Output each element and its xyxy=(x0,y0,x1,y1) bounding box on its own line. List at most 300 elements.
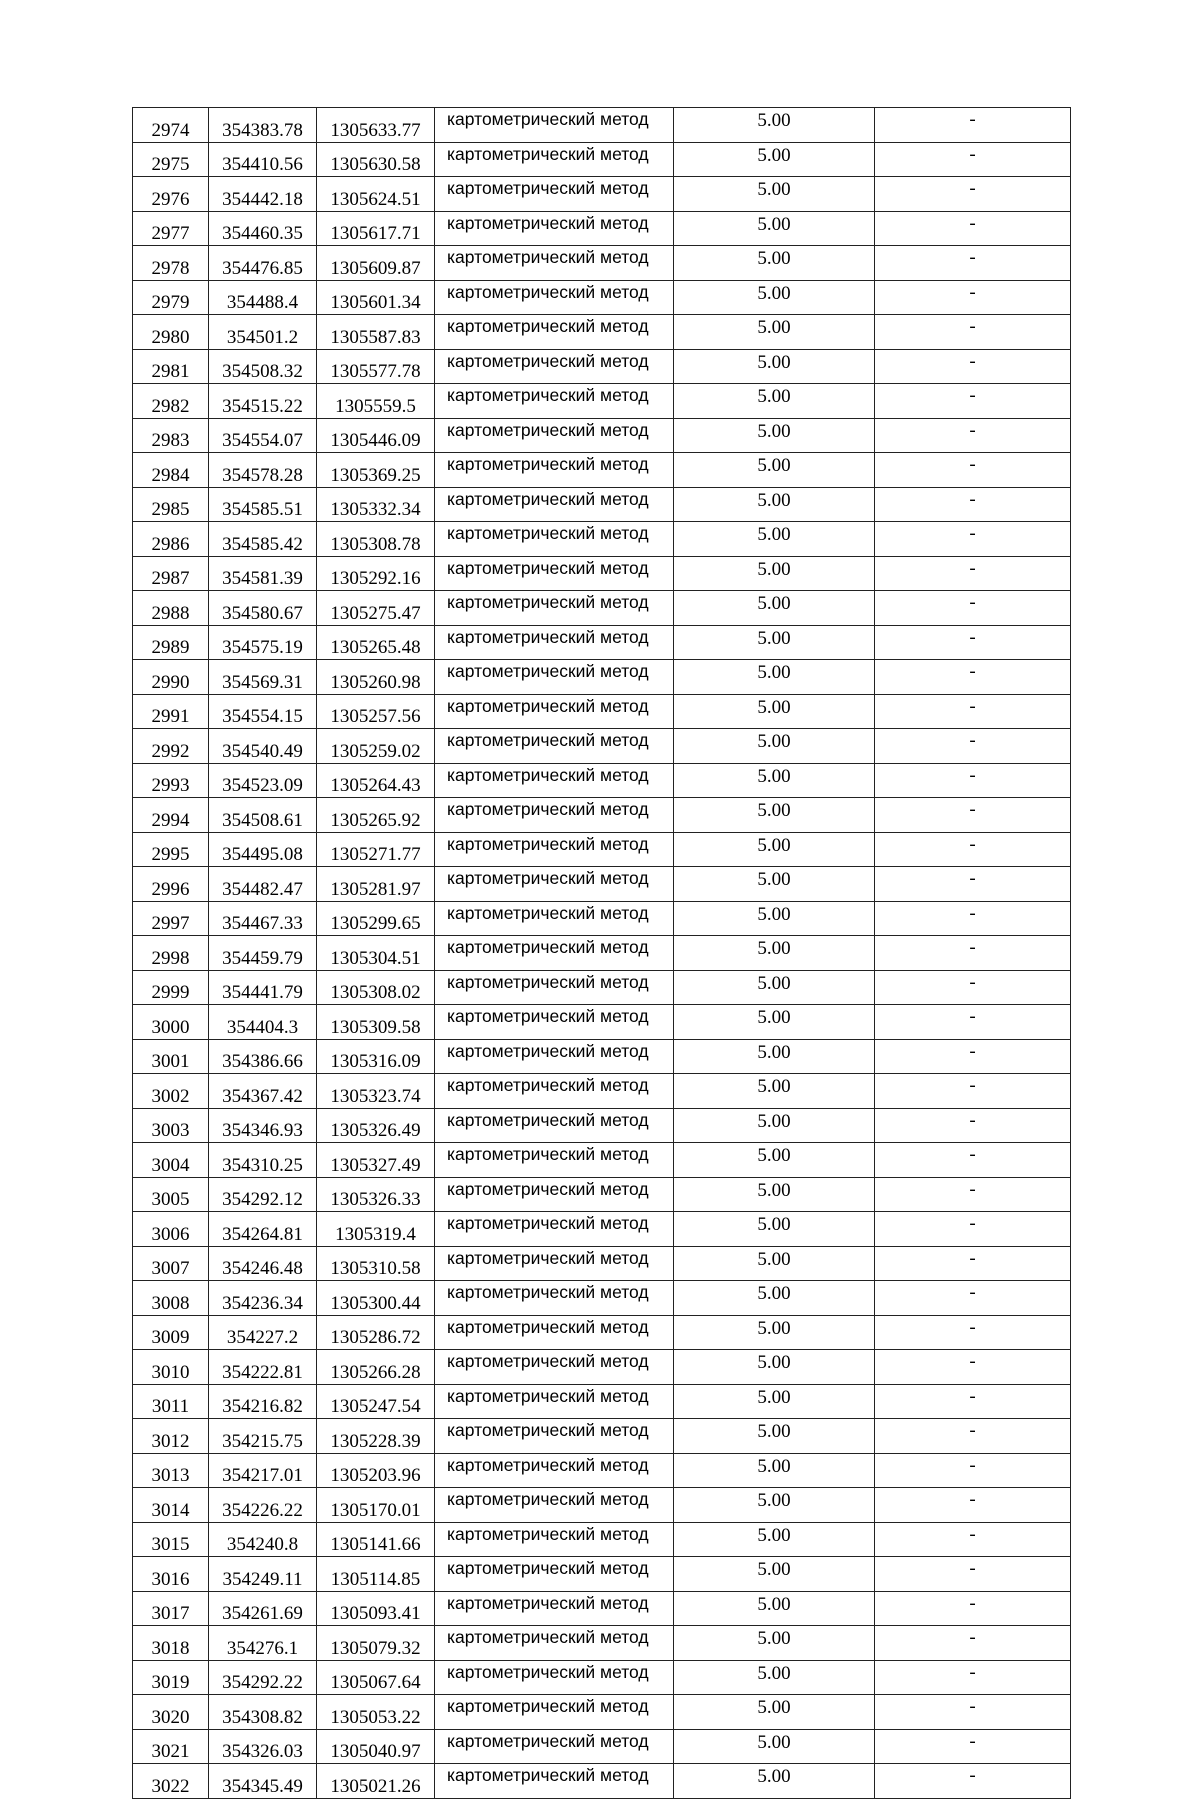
x-coordinate-cell: 354308.82 xyxy=(209,1695,317,1730)
accuracy-cell: 5.00 xyxy=(674,1246,875,1281)
point-number-cell: 3015 xyxy=(133,1522,209,1557)
point-number-cell: 3012 xyxy=(133,1419,209,1454)
table-row xyxy=(133,625,1071,660)
table-row xyxy=(133,1074,1071,1109)
note-cell: - xyxy=(875,1764,1071,1799)
method-cell: картометрический метод xyxy=(435,556,674,591)
table-row xyxy=(133,901,1071,936)
accuracy-cell: 5.00 xyxy=(674,1074,875,1109)
accuracy-cell: 5.00 xyxy=(674,1005,875,1040)
table-row xyxy=(133,832,1071,867)
y-coordinate-cell: 1305281.97 xyxy=(317,867,435,902)
y-coordinate-cell: 1305053.22 xyxy=(317,1695,435,1730)
y-coordinate-cell: 1305327.49 xyxy=(317,1143,435,1178)
table-row xyxy=(133,1453,1071,1488)
point-number-cell: 3011 xyxy=(133,1384,209,1419)
x-coordinate-cell: 354292.22 xyxy=(209,1660,317,1695)
method-cell: картометрический метод xyxy=(435,867,674,902)
x-coordinate-cell: 354495.08 xyxy=(209,832,317,867)
table-row xyxy=(133,384,1071,419)
note-cell: - xyxy=(875,349,1071,384)
table-row xyxy=(133,763,1071,798)
y-coordinate-cell: 1305265.92 xyxy=(317,798,435,833)
y-coordinate-cell: 1305304.51 xyxy=(317,936,435,971)
accuracy-cell: 5.00 xyxy=(674,1143,875,1178)
table-row xyxy=(133,349,1071,384)
method-cell: картометрический метод xyxy=(435,1591,674,1626)
y-coordinate-cell: 1305609.87 xyxy=(317,246,435,281)
method-cell: картометрический метод xyxy=(435,1419,674,1454)
y-coordinate-cell: 1305601.34 xyxy=(317,280,435,315)
accuracy-cell: 5.00 xyxy=(674,1177,875,1212)
x-coordinate-cell: 354383.78 xyxy=(209,108,317,143)
note-cell: - xyxy=(875,487,1071,522)
accuracy-cell: 5.00 xyxy=(674,1453,875,1488)
note-cell: - xyxy=(875,901,1071,936)
note-cell: - xyxy=(875,315,1071,350)
note-cell: - xyxy=(875,1453,1071,1488)
x-coordinate-cell: 354292.12 xyxy=(209,1177,317,1212)
coordinates-table-body xyxy=(133,108,1071,1799)
method-cell: картометрический метод xyxy=(435,1177,674,1212)
table-row xyxy=(133,211,1071,246)
note-cell: - xyxy=(875,418,1071,453)
x-coordinate-cell: 354476.85 xyxy=(209,246,317,281)
method-cell: картометрический метод xyxy=(435,901,674,936)
table-row xyxy=(133,1212,1071,1247)
method-cell: картометрический метод xyxy=(435,522,674,557)
x-coordinate-cell: 354249.11 xyxy=(209,1557,317,1592)
point-number-cell: 3001 xyxy=(133,1039,209,1074)
accuracy-cell: 5.00 xyxy=(674,901,875,936)
x-coordinate-cell: 354217.01 xyxy=(209,1453,317,1488)
note-cell: - xyxy=(875,1660,1071,1695)
method-cell: картометрический метод xyxy=(435,1695,674,1730)
point-number-cell: 2993 xyxy=(133,763,209,798)
x-coordinate-cell: 354345.49 xyxy=(209,1764,317,1799)
method-cell: картометрический метод xyxy=(435,1074,674,1109)
accuracy-cell: 5.00 xyxy=(674,1626,875,1661)
note-cell: - xyxy=(875,1246,1071,1281)
method-cell: картометрический метод xyxy=(435,108,674,143)
table-row xyxy=(133,1350,1071,1385)
note-cell: - xyxy=(875,522,1071,557)
point-number-cell: 2985 xyxy=(133,487,209,522)
table-row xyxy=(133,142,1071,177)
table-row xyxy=(133,1108,1071,1143)
y-coordinate-cell: 1305299.65 xyxy=(317,901,435,936)
method-cell: картометрический метод xyxy=(435,1660,674,1695)
y-coordinate-cell: 1305587.83 xyxy=(317,315,435,350)
method-cell: картометрический метод xyxy=(435,1108,674,1143)
accuracy-cell: 5.00 xyxy=(674,1522,875,1557)
accuracy-cell: 5.00 xyxy=(674,556,875,591)
method-cell: картометрический метод xyxy=(435,1729,674,1764)
y-coordinate-cell: 1305319.4 xyxy=(317,1212,435,1247)
y-coordinate-cell: 1305247.54 xyxy=(317,1384,435,1419)
method-cell: картометрический метод xyxy=(435,1281,674,1316)
note-cell: - xyxy=(875,1281,1071,1316)
y-coordinate-cell: 1305617.71 xyxy=(317,211,435,246)
point-number-cell: 2980 xyxy=(133,315,209,350)
accuracy-cell: 5.00 xyxy=(674,315,875,350)
table-row xyxy=(133,1315,1071,1350)
point-number-cell: 2997 xyxy=(133,901,209,936)
accuracy-cell: 5.00 xyxy=(674,798,875,833)
point-number-cell: 2992 xyxy=(133,729,209,764)
point-number-cell: 3014 xyxy=(133,1488,209,1523)
point-number-cell: 2983 xyxy=(133,418,209,453)
x-coordinate-cell: 354585.42 xyxy=(209,522,317,557)
note-cell: - xyxy=(875,1384,1071,1419)
point-number-cell: 3020 xyxy=(133,1695,209,1730)
accuracy-cell: 5.00 xyxy=(674,1108,875,1143)
point-number-cell: 2995 xyxy=(133,832,209,867)
x-coordinate-cell: 354501.2 xyxy=(209,315,317,350)
method-cell: картометрический метод xyxy=(435,177,674,212)
x-coordinate-cell: 354410.56 xyxy=(209,142,317,177)
x-coordinate-cell: 354326.03 xyxy=(209,1729,317,1764)
point-number-cell: 2988 xyxy=(133,591,209,626)
note-cell: - xyxy=(875,798,1071,833)
y-coordinate-cell: 1305114.85 xyxy=(317,1557,435,1592)
method-cell: картометрический метод xyxy=(435,453,674,488)
x-coordinate-cell: 354482.47 xyxy=(209,867,317,902)
accuracy-cell: 5.00 xyxy=(674,763,875,798)
table-row xyxy=(133,108,1071,143)
note-cell: - xyxy=(875,142,1071,177)
note-cell: - xyxy=(875,1212,1071,1247)
accuracy-cell: 5.00 xyxy=(674,660,875,695)
x-coordinate-cell: 354215.75 xyxy=(209,1419,317,1454)
method-cell: картометрический метод xyxy=(435,1557,674,1592)
note-cell: - xyxy=(875,1350,1071,1385)
y-coordinate-cell: 1305271.77 xyxy=(317,832,435,867)
point-number-cell: 2989 xyxy=(133,625,209,660)
accuracy-cell: 5.00 xyxy=(674,591,875,626)
x-coordinate-cell: 354222.81 xyxy=(209,1350,317,1385)
x-coordinate-cell: 354554.15 xyxy=(209,694,317,729)
table-row xyxy=(133,522,1071,557)
method-cell: картометрический метод xyxy=(435,246,674,281)
note-cell: - xyxy=(875,1729,1071,1764)
table-row xyxy=(133,1557,1071,1592)
method-cell: картометрический метод xyxy=(435,384,674,419)
note-cell: - xyxy=(875,1522,1071,1557)
method-cell: картометрический метод xyxy=(435,315,674,350)
accuracy-cell: 5.00 xyxy=(674,1039,875,1074)
note-cell: - xyxy=(875,384,1071,419)
x-coordinate-cell: 354460.35 xyxy=(209,211,317,246)
note-cell: - xyxy=(875,660,1071,695)
x-coordinate-cell: 354386.66 xyxy=(209,1039,317,1074)
point-number-cell: 3010 xyxy=(133,1350,209,1385)
method-cell: картометрический метод xyxy=(435,349,674,384)
table-row xyxy=(133,487,1071,522)
y-coordinate-cell: 1305141.66 xyxy=(317,1522,435,1557)
table-row xyxy=(133,1729,1071,1764)
x-coordinate-cell: 354226.22 xyxy=(209,1488,317,1523)
point-number-cell: 2986 xyxy=(133,522,209,557)
x-coordinate-cell: 354515.22 xyxy=(209,384,317,419)
accuracy-cell: 5.00 xyxy=(674,522,875,557)
table-row xyxy=(133,936,1071,971)
table-row xyxy=(133,1384,1071,1419)
table-row xyxy=(133,694,1071,729)
note-cell: - xyxy=(875,832,1071,867)
note-cell: - xyxy=(875,1315,1071,1350)
accuracy-cell: 5.00 xyxy=(674,1350,875,1385)
point-number-cell: 2981 xyxy=(133,349,209,384)
table-row xyxy=(133,660,1071,695)
method-cell: картометрический метод xyxy=(435,1212,674,1247)
method-cell: картометрический метод xyxy=(435,970,674,1005)
table-row xyxy=(133,1005,1071,1040)
point-number-cell: 3006 xyxy=(133,1212,209,1247)
note-cell: - xyxy=(875,1557,1071,1592)
table-row xyxy=(133,1419,1071,1454)
point-number-cell: 3022 xyxy=(133,1764,209,1799)
y-coordinate-cell: 1305308.02 xyxy=(317,970,435,1005)
method-cell: картометрический метод xyxy=(435,832,674,867)
accuracy-cell: 5.00 xyxy=(674,1315,875,1350)
x-coordinate-cell: 354236.34 xyxy=(209,1281,317,1316)
note-cell: - xyxy=(875,694,1071,729)
note-cell: - xyxy=(875,1039,1071,1074)
method-cell: картометрический метод xyxy=(435,729,674,764)
y-coordinate-cell: 1305292.16 xyxy=(317,556,435,591)
x-coordinate-cell: 354310.25 xyxy=(209,1143,317,1178)
accuracy-cell: 5.00 xyxy=(674,453,875,488)
accuracy-cell: 5.00 xyxy=(674,418,875,453)
point-number-cell: 2979 xyxy=(133,280,209,315)
note-cell: - xyxy=(875,763,1071,798)
accuracy-cell: 5.00 xyxy=(674,936,875,971)
table-row xyxy=(133,246,1071,281)
method-cell: картометрический метод xyxy=(435,798,674,833)
accuracy-cell: 5.00 xyxy=(674,1557,875,1592)
point-number-cell: 2991 xyxy=(133,694,209,729)
method-cell: картометрический метод xyxy=(435,418,674,453)
x-coordinate-cell: 354404.3 xyxy=(209,1005,317,1040)
y-coordinate-cell: 1305266.28 xyxy=(317,1350,435,1385)
y-coordinate-cell: 1305633.77 xyxy=(317,108,435,143)
table-row xyxy=(133,453,1071,488)
method-cell: картометрический метод xyxy=(435,1488,674,1523)
x-coordinate-cell: 354442.18 xyxy=(209,177,317,212)
y-coordinate-cell: 1305093.41 xyxy=(317,1591,435,1626)
point-number-cell: 3005 xyxy=(133,1177,209,1212)
point-number-cell: 2978 xyxy=(133,246,209,281)
table-row xyxy=(133,798,1071,833)
x-coordinate-cell: 354240.8 xyxy=(209,1522,317,1557)
note-cell: - xyxy=(875,1143,1071,1178)
note-cell: - xyxy=(875,970,1071,1005)
method-cell: картометрический метод xyxy=(435,1315,674,1350)
y-coordinate-cell: 1305624.51 xyxy=(317,177,435,212)
x-coordinate-cell: 354227.2 xyxy=(209,1315,317,1350)
table-row xyxy=(133,1591,1071,1626)
method-cell: картометрический метод xyxy=(435,1005,674,1040)
method-cell: картометрический метод xyxy=(435,280,674,315)
table-row xyxy=(133,1660,1071,1695)
accuracy-cell: 5.00 xyxy=(674,1591,875,1626)
accuracy-cell: 5.00 xyxy=(674,970,875,1005)
table-row xyxy=(133,177,1071,212)
table-row xyxy=(133,315,1071,350)
x-coordinate-cell: 354264.81 xyxy=(209,1212,317,1247)
table-row xyxy=(133,280,1071,315)
y-coordinate-cell: 1305260.98 xyxy=(317,660,435,695)
y-coordinate-cell: 1305259.02 xyxy=(317,729,435,764)
y-coordinate-cell: 1305332.34 xyxy=(317,487,435,522)
table-row xyxy=(133,1522,1071,1557)
x-coordinate-cell: 354581.39 xyxy=(209,556,317,591)
point-number-cell: 3019 xyxy=(133,1660,209,1695)
note-cell: - xyxy=(875,625,1071,660)
y-coordinate-cell: 1305228.39 xyxy=(317,1419,435,1454)
note-cell: - xyxy=(875,108,1071,143)
table-row xyxy=(133,1488,1071,1523)
x-coordinate-cell: 354346.93 xyxy=(209,1108,317,1143)
table-row xyxy=(133,1626,1071,1661)
point-number-cell: 2987 xyxy=(133,556,209,591)
table-row xyxy=(133,591,1071,626)
note-cell: - xyxy=(875,556,1071,591)
table-row xyxy=(133,556,1071,591)
x-coordinate-cell: 354578.28 xyxy=(209,453,317,488)
y-coordinate-cell: 1305323.74 xyxy=(317,1074,435,1109)
note-cell: - xyxy=(875,1108,1071,1143)
x-coordinate-cell: 354554.07 xyxy=(209,418,317,453)
accuracy-cell: 5.00 xyxy=(674,625,875,660)
note-cell: - xyxy=(875,1695,1071,1730)
accuracy-cell: 5.00 xyxy=(674,211,875,246)
note-cell: - xyxy=(875,177,1071,212)
point-number-cell: 3004 xyxy=(133,1143,209,1178)
accuracy-cell: 5.00 xyxy=(674,246,875,281)
x-coordinate-cell: 354488.4 xyxy=(209,280,317,315)
method-cell: картометрический метод xyxy=(435,591,674,626)
point-number-cell: 3017 xyxy=(133,1591,209,1626)
x-coordinate-cell: 354575.19 xyxy=(209,625,317,660)
point-number-cell: 2996 xyxy=(133,867,209,902)
method-cell: картометрический метод xyxy=(435,660,674,695)
accuracy-cell: 5.00 xyxy=(674,1764,875,1799)
y-coordinate-cell: 1305326.33 xyxy=(317,1177,435,1212)
method-cell: картометрический метод xyxy=(435,763,674,798)
accuracy-cell: 5.00 xyxy=(674,832,875,867)
accuracy-cell: 5.00 xyxy=(674,142,875,177)
accuracy-cell: 5.00 xyxy=(674,1695,875,1730)
point-number-cell: 2998 xyxy=(133,936,209,971)
point-number-cell: 2994 xyxy=(133,798,209,833)
y-coordinate-cell: 1305203.96 xyxy=(317,1453,435,1488)
note-cell: - xyxy=(875,1488,1071,1523)
table-row xyxy=(133,1695,1071,1730)
point-number-cell: 3016 xyxy=(133,1557,209,1592)
point-number-cell: 3009 xyxy=(133,1315,209,1350)
method-cell: картометрический метод xyxy=(435,1039,674,1074)
y-coordinate-cell: 1305369.25 xyxy=(317,453,435,488)
point-number-cell: 2977 xyxy=(133,211,209,246)
point-number-cell: 3008 xyxy=(133,1281,209,1316)
point-number-cell: 3018 xyxy=(133,1626,209,1661)
x-coordinate-cell: 354276.1 xyxy=(209,1626,317,1661)
x-coordinate-cell: 354261.69 xyxy=(209,1591,317,1626)
method-cell: картометрический метод xyxy=(435,142,674,177)
y-coordinate-cell: 1305309.58 xyxy=(317,1005,435,1040)
note-cell: - xyxy=(875,211,1071,246)
point-number-cell: 2975 xyxy=(133,142,209,177)
accuracy-cell: 5.00 xyxy=(674,867,875,902)
table-row xyxy=(133,970,1071,1005)
table-row xyxy=(133,1764,1071,1799)
accuracy-cell: 5.00 xyxy=(674,1660,875,1695)
point-number-cell: 2984 xyxy=(133,453,209,488)
method-cell: картометрический метод xyxy=(435,936,674,971)
y-coordinate-cell: 1305040.97 xyxy=(317,1729,435,1764)
method-cell: картометрический метод xyxy=(435,1350,674,1385)
note-cell: - xyxy=(875,729,1071,764)
method-cell: картометрический метод xyxy=(435,1246,674,1281)
accuracy-cell: 5.00 xyxy=(674,177,875,212)
point-number-cell: 2990 xyxy=(133,660,209,695)
table-row xyxy=(133,1039,1071,1074)
y-coordinate-cell: 1305021.26 xyxy=(317,1764,435,1799)
method-cell: картометрический метод xyxy=(435,625,674,660)
x-coordinate-cell: 354459.79 xyxy=(209,936,317,971)
method-cell: картометрический метод xyxy=(435,1764,674,1799)
accuracy-cell: 5.00 xyxy=(674,1281,875,1316)
y-coordinate-cell: 1305316.09 xyxy=(317,1039,435,1074)
point-number-cell: 3021 xyxy=(133,1729,209,1764)
x-coordinate-cell: 354216.82 xyxy=(209,1384,317,1419)
table-row xyxy=(133,1246,1071,1281)
method-cell: картометрический метод xyxy=(435,211,674,246)
y-coordinate-cell: 1305577.78 xyxy=(317,349,435,384)
accuracy-cell: 5.00 xyxy=(674,1212,875,1247)
method-cell: картометрический метод xyxy=(435,1384,674,1419)
table-row xyxy=(133,1143,1071,1178)
point-number-cell: 3000 xyxy=(133,1005,209,1040)
table-row xyxy=(133,418,1071,453)
y-coordinate-cell: 1305079.32 xyxy=(317,1626,435,1661)
y-coordinate-cell: 1305310.58 xyxy=(317,1246,435,1281)
method-cell: картометрический метод xyxy=(435,1143,674,1178)
note-cell: - xyxy=(875,1591,1071,1626)
note-cell: - xyxy=(875,1177,1071,1212)
method-cell: картометрический метод xyxy=(435,1626,674,1661)
y-coordinate-cell: 1305265.48 xyxy=(317,625,435,660)
note-cell: - xyxy=(875,936,1071,971)
table-row xyxy=(133,1177,1071,1212)
accuracy-cell: 5.00 xyxy=(674,694,875,729)
method-cell: картометрический метод xyxy=(435,487,674,522)
accuracy-cell: 5.00 xyxy=(674,487,875,522)
point-number-cell: 2974 xyxy=(133,108,209,143)
y-coordinate-cell: 1305286.72 xyxy=(317,1315,435,1350)
y-coordinate-cell: 1305326.49 xyxy=(317,1108,435,1143)
note-cell: - xyxy=(875,1626,1071,1661)
note-cell: - xyxy=(875,867,1071,902)
note-cell: - xyxy=(875,453,1071,488)
method-cell: картометрический метод xyxy=(435,1453,674,1488)
table-row xyxy=(133,1281,1071,1316)
point-number-cell: 2976 xyxy=(133,177,209,212)
y-coordinate-cell: 1305275.47 xyxy=(317,591,435,626)
y-coordinate-cell: 1305300.44 xyxy=(317,1281,435,1316)
